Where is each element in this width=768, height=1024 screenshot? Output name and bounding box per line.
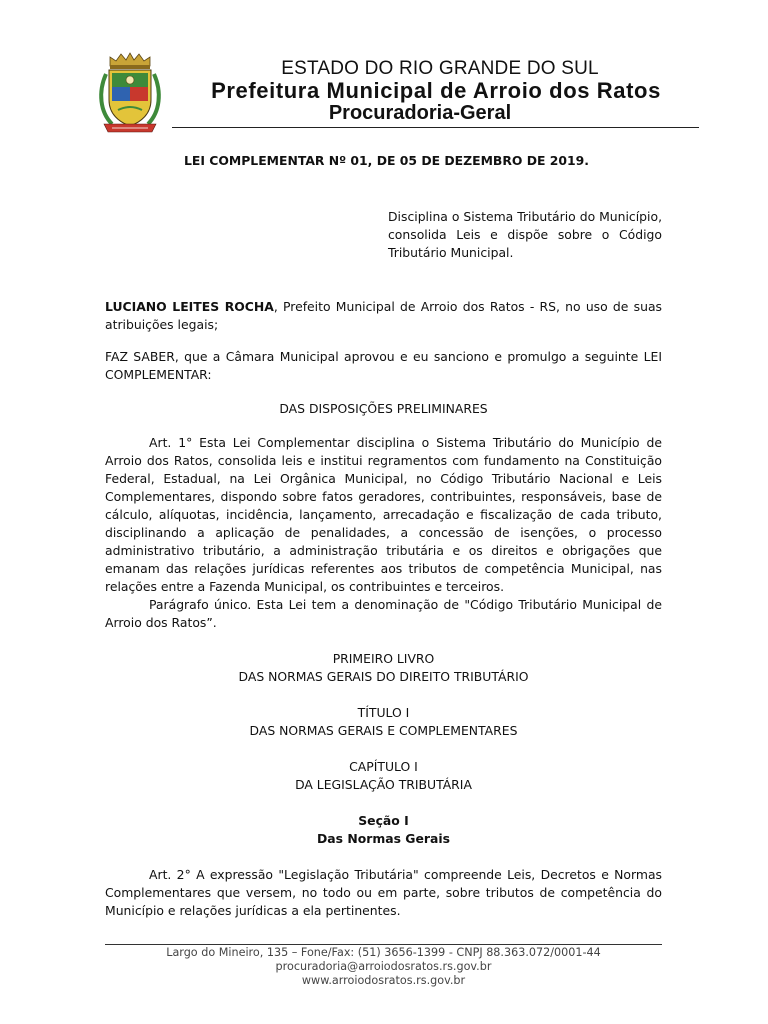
secao-label: Seção I [358, 813, 409, 828]
article-2: Art. 2° A expressão "Legislação Tributária" compreende Leis, Decretos e Normas Complementares que versem, no todo ou em parte, sobre tributos de competência do Município e relações jurídicas a ela pertinentes. [105, 867, 662, 918]
article-1-paragraph: Parágrafo único. Esta Lei tem a denominação de "Código Tributário Municipal de Arroio dos Ratos”. [105, 597, 662, 630]
state-name: ESTADO DO RIO GRANDE DO SUL [281, 58, 599, 79]
department-name: Procuradoria-Geral [328, 102, 512, 124]
footer-website: www.arroiodosratos.rs.gov.br [301, 974, 466, 987]
footer-divider [105, 944, 662, 945]
livro-label: PRIMEIRO LIVRO [332, 651, 435, 666]
capitulo-title: DA LEGISLAÇÃO TRIBUTÁRIA [295, 777, 472, 792]
titulo-label: TÍTULO I [357, 705, 410, 720]
mayor-paragraph [105, 298, 662, 334]
header-divider [172, 127, 699, 128]
article-1: Art. 1° Esta Lei Complementar disciplina o Sistema Tributário do Município de Arroio dos Ratos, consolida leis e institui regramentos com fundamento na Constituição Federal, Estadual, na Lei Orgânica Municipal, no Código Tributário Nacional e Leis Complementares, dispondo sobre fatos geradores, contribuintes, responsáveis, base de cálculo, alíquotas, incidência, lançamento, arrecadação e fiscalização de cada tributo, disciplinando a aplicação de penalidades, a concessão de isenções, o processo administrativo tributário, a administração tributária e os direitos e obrigações que emanam das relações jurídicas referentes aos tributos de competência Municipal, nas relações entre a Fazenda Municipal, os contribuintes e terceiros. [105, 435, 662, 594]
titulo-title: DAS NORMAS GERAIS E COMPLEMENTARES [249, 723, 518, 738]
footer-email: procuradoria@arroiodosratos.rs.gov.br [275, 960, 492, 973]
secao-title: Das Normas Gerais [317, 831, 450, 846]
capitulo-label: CAPÍTULO I [349, 759, 418, 774]
footer-address: Largo do Mineiro, 135 – Fone/Fax: (51) 3656-1399 - CNPJ 88.363.072/0001-44 [166, 946, 601, 959]
law-ementa: Disciplina o Sistema Tributário do Município, consolida Leis e dispõe sobre o Código Tributário Municipal. [388, 209, 663, 260]
prefeitura-name: Prefeitura Municipal de Arroio dos Ratos [211, 78, 661, 103]
livro-title: DAS NORMAS GERAIS DO DIREITO TRIBUTÁRIO [238, 669, 529, 684]
municipal-coat-of-arms-icon [96, 52, 164, 136]
mayor-text: , Prefeito Municipal de Arroio dos Ratos - RS, no uso de suas atribuições legais; [105, 299, 662, 332]
mayor-name: LUCIANO LEITES ROCHA [105, 299, 274, 314]
document-body [105, 152, 662, 920]
section-preliminares: DAS DISPOSIÇÕES PRELIMINARES [279, 401, 488, 416]
law-title: LEI COMPLEMENTAR Nº 01, DE 05 DE DEZEMBRO DE 2019. [183, 153, 589, 168]
faz-saber-paragraph: FAZ SABER, que a Câmara Municipal aprovou e eu sanciono e promulgo a seguinte LEI COMPLEMENTAR: [105, 349, 662, 382]
